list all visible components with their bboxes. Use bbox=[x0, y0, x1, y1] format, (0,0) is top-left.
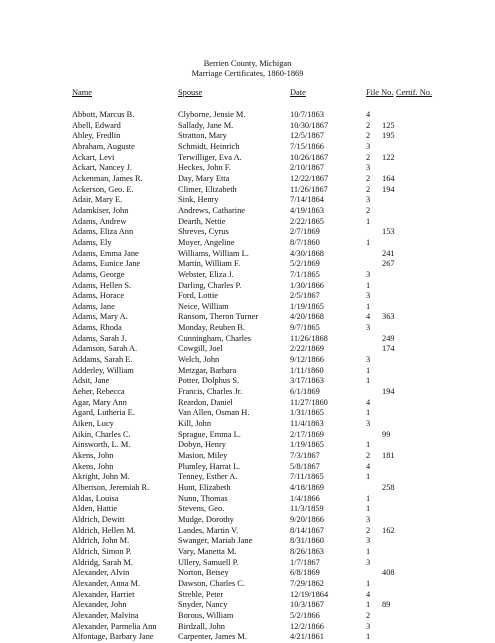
record-spouse: Vary, Manetta M. bbox=[178, 546, 237, 556]
record-spouse: Norton, Betsey bbox=[178, 568, 229, 578]
table-row bbox=[0, 568, 495, 579]
record-file-no: 3 bbox=[366, 163, 371, 173]
record-date: 7/1/1865 bbox=[290, 269, 320, 279]
record-date: 2/5/1867 bbox=[290, 291, 320, 301]
record-date: 8/31/1860 bbox=[290, 536, 324, 546]
table-row bbox=[0, 600, 495, 611]
record-file-no: 3 bbox=[366, 514, 371, 524]
document-subtitle: Marriage Certificates, 1860-1869 bbox=[191, 69, 304, 78]
record-spouse: Nunn, Thomas bbox=[178, 493, 228, 503]
table-row bbox=[0, 270, 495, 281]
record-spouse: Monday, Reuben B. bbox=[178, 323, 245, 333]
record-date: 8/26/1863 bbox=[290, 546, 324, 556]
table-row bbox=[0, 344, 495, 355]
record-spouse: Day, Mary Etta bbox=[178, 173, 230, 183]
record-name: Alexander, Malvina bbox=[72, 610, 139, 620]
record-name: Adams, Andrew bbox=[72, 216, 127, 226]
table-row bbox=[0, 398, 495, 409]
record-date: 12/5/1867 bbox=[290, 131, 324, 141]
record-spouse: Strehle, Peter bbox=[178, 589, 224, 599]
record-name: Adams, Emma Jane bbox=[72, 248, 139, 258]
record-name: Adamson, Sarah A. bbox=[72, 344, 138, 354]
record-date: 1/11/1860 bbox=[290, 365, 324, 375]
record-spouse: Cunningham, Charles bbox=[178, 333, 252, 343]
record-spouse: Schmidt, Heinrich bbox=[178, 141, 240, 151]
record-date: 7/15/1866 bbox=[290, 141, 324, 151]
table-row bbox=[0, 259, 495, 270]
record-name: Abraham, Auguste bbox=[72, 141, 135, 151]
record-file-no: 1 bbox=[366, 237, 371, 247]
record-spouse: Swanger, Mariah Jane bbox=[178, 536, 253, 546]
record-spouse: Darling, Charles P. bbox=[178, 280, 242, 290]
record-certif-no: 194 bbox=[382, 387, 395, 397]
record-date: 8/14/1867 bbox=[290, 525, 324, 535]
record-name: Aldrich, Dewitt bbox=[72, 514, 125, 524]
table-row bbox=[0, 472, 495, 483]
column-header-row bbox=[0, 87, 495, 98]
table-row bbox=[0, 536, 495, 547]
record-date: 2/22/1865 bbox=[290, 216, 324, 226]
record-file-no: 3 bbox=[366, 269, 371, 279]
record-spouse: Mudge, Dorothy bbox=[178, 514, 234, 524]
table-row bbox=[0, 408, 495, 419]
record-file-no: 2 bbox=[366, 525, 371, 535]
record-name: Albertson, Jeremiah R. bbox=[72, 482, 150, 492]
record-name: Adair, Mary E. bbox=[72, 195, 123, 205]
record-file-no: 3 bbox=[366, 291, 371, 301]
record-spouse: Tenney, Esther A. bbox=[178, 472, 238, 482]
record-date: 4/19/1863 bbox=[290, 205, 324, 215]
record-name: Adams, Hellen S. bbox=[72, 280, 132, 290]
record-name: Alexander, Anna M. bbox=[72, 578, 141, 588]
record-spouse: Moyer, Angeline bbox=[178, 237, 235, 247]
record-spouse: Sink, Henry bbox=[178, 195, 219, 205]
record-date: 1/31/1865 bbox=[290, 408, 324, 418]
record-file-no: 2 bbox=[366, 451, 371, 460]
record-file-no: 3 bbox=[366, 141, 371, 151]
record-spouse: Shreves, Cyrus bbox=[178, 227, 229, 237]
record-spouse: Borous, William bbox=[178, 610, 234, 620]
record-date: 10/3/1867 bbox=[290, 600, 324, 610]
record-date: 1/19/1865 bbox=[290, 440, 324, 450]
record-name: Aeher, Rebecca bbox=[72, 387, 125, 397]
record-file-no: 3 bbox=[366, 557, 371, 567]
table-row bbox=[0, 206, 495, 217]
record-spouse: Neice, William bbox=[178, 301, 229, 311]
record-file-no: 1 bbox=[366, 472, 371, 482]
record-certif-no: 174 bbox=[382, 344, 395, 354]
record-name: Adams, Rhoda bbox=[72, 323, 122, 333]
record-name: Aiken, Lucy bbox=[72, 419, 114, 429]
record-name: Aldas, Louisa bbox=[72, 493, 119, 503]
record-spouse: Sprague, Emma L. bbox=[178, 429, 241, 439]
record-file-no: 2 bbox=[366, 131, 371, 141]
record-file-no: 1 bbox=[366, 546, 371, 556]
table-row bbox=[0, 440, 495, 451]
record-file-no: 3 bbox=[366, 419, 371, 429]
record-date: 2/22/1869 bbox=[290, 344, 324, 354]
record-spouse: Welch, John bbox=[178, 355, 220, 365]
record-name: Abley, Fredlin bbox=[72, 131, 121, 141]
record-file-no: 4 bbox=[366, 110, 371, 119]
record-spouse: Ransom, Theron Turner bbox=[178, 312, 259, 322]
table-row bbox=[0, 504, 495, 515]
table-row bbox=[0, 110, 495, 121]
table-row bbox=[0, 227, 495, 238]
record-spouse: Clyborne, Jensie M. bbox=[178, 110, 246, 119]
record-date: 7/29/1862 bbox=[290, 578, 324, 588]
record-date: 5/2/1866 bbox=[290, 610, 320, 620]
column-header-name: Name bbox=[72, 88, 92, 97]
table-row bbox=[0, 579, 495, 590]
record-certif-no: 125 bbox=[382, 120, 395, 130]
record-date: 10/30/1867 bbox=[290, 120, 329, 130]
record-name: Alexander, Harriet bbox=[72, 589, 135, 599]
table-row bbox=[0, 281, 495, 292]
record-spouse: Plumley, Harrat L. bbox=[178, 461, 241, 471]
record-date: 2/7/1869 bbox=[290, 227, 320, 237]
record-certif-no: 249 bbox=[382, 333, 395, 343]
record-file-no: 2 bbox=[366, 120, 371, 130]
record-spouse: Dearth, Nettie bbox=[178, 216, 226, 226]
record-file-no: 2 bbox=[366, 184, 371, 194]
record-spouse: Ford, Lottie bbox=[178, 291, 219, 301]
record-file-no: 4 bbox=[366, 589, 371, 599]
record-file-no: 1 bbox=[366, 504, 371, 514]
record-date: 7/3/1867 bbox=[290, 451, 320, 460]
record-date: 1/4/1866 bbox=[290, 493, 320, 503]
record-spouse: Andrews, Catharine bbox=[178, 205, 245, 215]
record-name: Adamkiser, John bbox=[72, 205, 129, 215]
record-date: 5/8/1867 bbox=[290, 461, 320, 471]
record-spouse: Heckes, John F. bbox=[178, 163, 231, 173]
record-date: 4/18/1869 bbox=[290, 482, 324, 492]
column-header-file-no: File No. bbox=[366, 88, 394, 97]
record-name: Agard, Lutheria E. bbox=[72, 408, 135, 418]
record-name: Addams, Sarah E. bbox=[72, 355, 133, 365]
record-date: 3/17/1863 bbox=[290, 376, 324, 386]
table-row bbox=[0, 163, 495, 174]
record-certif-no: 181 bbox=[382, 451, 395, 460]
record-name: Adderley, William bbox=[72, 365, 134, 375]
record-spouse: Dawson, Charles C. bbox=[178, 578, 245, 588]
record-name: Adams, Jane bbox=[72, 301, 115, 311]
record-certif-no: 408 bbox=[382, 568, 395, 578]
record-name: Adams, Horace bbox=[72, 291, 125, 301]
table-row bbox=[0, 376, 495, 387]
record-name: Aldrich, Hellen M. bbox=[72, 525, 136, 535]
record-certif-no: 258 bbox=[382, 482, 395, 492]
table-row bbox=[0, 238, 495, 249]
record-spouse: Landes, Martin V. bbox=[178, 525, 239, 535]
record-spouse: Webster, Eliza J. bbox=[178, 269, 234, 279]
record-date: 1/7/1867 bbox=[290, 557, 320, 567]
record-name: Adams, Eliza Ann bbox=[72, 227, 134, 237]
table-row bbox=[0, 632, 495, 643]
record-file-no: 2 bbox=[366, 152, 371, 162]
record-certif-no: 162 bbox=[382, 525, 395, 535]
column-header-certif-no: Certif. No. bbox=[396, 88, 433, 97]
record-file-no: 1 bbox=[366, 408, 371, 418]
record-date: 12/19/1864 bbox=[290, 589, 329, 599]
table-row bbox=[0, 558, 495, 569]
marriage-records-table bbox=[0, 110, 495, 643]
record-file-no: 1 bbox=[366, 632, 371, 642]
record-certif-no: 89 bbox=[382, 600, 391, 610]
record-name: Adsit, Jane bbox=[72, 376, 110, 386]
record-name: Aldridg, Sarah M. bbox=[72, 557, 133, 567]
record-file-no: 4 bbox=[366, 461, 371, 471]
record-file-no: 1 bbox=[366, 365, 371, 375]
table-row bbox=[0, 174, 495, 185]
record-date: 12/2/1866 bbox=[290, 621, 324, 631]
record-name: Ackart, Levi bbox=[72, 152, 115, 162]
record-file-no: 1 bbox=[366, 600, 371, 610]
table-row bbox=[0, 312, 495, 323]
record-spouse: Dobyn, Henry bbox=[178, 440, 226, 450]
record-date: 9/12/1866 bbox=[290, 355, 324, 365]
record-spouse: Kill, John bbox=[178, 419, 212, 429]
record-spouse: Birdzall, John bbox=[178, 621, 225, 631]
record-date: 7/11/1865 bbox=[290, 472, 324, 482]
record-date: 2/17/1869 bbox=[290, 429, 324, 439]
table-row bbox=[0, 302, 495, 313]
table-row bbox=[0, 547, 495, 558]
record-spouse: Carpenter, James M. bbox=[178, 632, 247, 642]
record-spouse: Cowgill, Joel bbox=[178, 344, 223, 354]
record-date: 11/27/1860 bbox=[290, 397, 328, 407]
record-spouse: Van Allen, Osman H. bbox=[178, 408, 250, 418]
record-spouse: Ullery, Samuell P. bbox=[178, 557, 239, 567]
table-row bbox=[0, 462, 495, 473]
table-row bbox=[0, 153, 495, 164]
record-name: Aldrich, Simon P. bbox=[72, 546, 132, 556]
table-row bbox=[0, 387, 495, 398]
record-name: Ainsworth, L. M. bbox=[72, 440, 131, 450]
record-name: Aikin, Charles C. bbox=[72, 429, 131, 439]
record-name: Adams, Ely bbox=[72, 237, 112, 247]
record-name: Alden, Hattie bbox=[72, 504, 118, 514]
record-spouse: Terwilliger, Eva A. bbox=[178, 152, 242, 162]
record-name: Abbott, Marcus B. bbox=[72, 110, 135, 119]
table-row bbox=[0, 622, 495, 633]
table-row bbox=[0, 430, 495, 441]
record-date: 5/2/1869 bbox=[290, 259, 320, 269]
table-row bbox=[0, 217, 495, 228]
table-row bbox=[0, 419, 495, 430]
record-name: Alexander, John bbox=[72, 600, 127, 610]
table-row bbox=[0, 526, 495, 537]
record-certif-no: 267 bbox=[382, 259, 395, 269]
record-file-no: 3 bbox=[366, 323, 371, 333]
table-row bbox=[0, 195, 495, 206]
record-name: Akens, John bbox=[72, 451, 114, 460]
table-row bbox=[0, 249, 495, 260]
record-file-no: 3 bbox=[366, 621, 371, 631]
record-file-no: 3 bbox=[366, 195, 371, 205]
record-certif-no: 153 bbox=[382, 227, 395, 237]
table-row bbox=[0, 323, 495, 334]
column-header-spouse: Spouse bbox=[178, 88, 203, 97]
table-row bbox=[0, 494, 495, 505]
record-name: Akright, John M. bbox=[72, 472, 130, 482]
record-spouse: Stratton, Mary bbox=[178, 131, 227, 141]
column-header-date: Date bbox=[290, 88, 306, 97]
table-row bbox=[0, 142, 495, 153]
record-date: 11/3/1859 bbox=[290, 504, 324, 514]
record-name: Alfontage, Barbary Jane bbox=[72, 632, 154, 642]
record-date: 1/19/1865 bbox=[290, 301, 324, 311]
record-spouse: Francis, Charles Jr. bbox=[178, 387, 243, 397]
record-name: Adams, Sarah J. bbox=[72, 333, 127, 343]
record-certif-no: 122 bbox=[382, 152, 395, 162]
table-row bbox=[0, 131, 495, 142]
record-spouse: Reardon, Daniel bbox=[178, 397, 233, 407]
table-row bbox=[0, 590, 495, 601]
record-spouse: Potter, Dolphus S. bbox=[178, 376, 240, 386]
record-file-no: 1 bbox=[366, 493, 371, 503]
record-date: 6/1/1869 bbox=[290, 387, 320, 397]
record-name: Adams, George bbox=[72, 269, 125, 279]
record-certif-no: 195 bbox=[382, 131, 395, 141]
table-row bbox=[0, 121, 495, 132]
record-name: Ackenman, James R. bbox=[72, 173, 143, 183]
record-file-no: 3 bbox=[366, 355, 371, 365]
table-row bbox=[0, 366, 495, 377]
table-row bbox=[0, 355, 495, 366]
record-file-no: 1 bbox=[366, 440, 371, 450]
record-date: 12/22/1867 bbox=[290, 173, 329, 183]
record-spouse: Masion, Miley bbox=[178, 451, 228, 460]
table-row bbox=[0, 334, 495, 345]
record-date: 11/4/1863 bbox=[290, 419, 324, 429]
record-name: Adams, Eunice Jane bbox=[72, 259, 141, 269]
record-date: 8/7/1860 bbox=[290, 237, 320, 247]
record-date: 11/26/1867 bbox=[290, 184, 328, 194]
record-file-no: 1 bbox=[366, 280, 371, 290]
record-date: 6/8/1869 bbox=[290, 568, 320, 578]
record-date: 7/14/1864 bbox=[290, 195, 324, 205]
document-title: Berrien County, Michigan bbox=[203, 59, 292, 68]
record-name: Alexander, Alvin bbox=[72, 568, 130, 578]
record-name: Agar, Mary Ann bbox=[72, 397, 127, 407]
table-row bbox=[0, 185, 495, 196]
record-date: 11/26/1868 bbox=[290, 333, 328, 343]
record-certif-no: 194 bbox=[382, 184, 395, 194]
record-date: 10/7/1863 bbox=[290, 110, 324, 119]
record-date: 10/26/1867 bbox=[290, 152, 329, 162]
table-row bbox=[0, 515, 495, 526]
record-file-no: 3 bbox=[366, 536, 371, 546]
record-file-no: 4 bbox=[366, 312, 371, 322]
record-date: 2/10/1867 bbox=[290, 163, 324, 173]
record-spouse: Sallady, Jane M. bbox=[178, 120, 234, 130]
record-name: Alexander, Parmelia Ann bbox=[72, 621, 157, 631]
record-certif-no: 363 bbox=[382, 312, 395, 322]
record-spouse: Martin, William F. bbox=[178, 259, 241, 269]
record-certif-no: 164 bbox=[382, 173, 395, 183]
record-name: Aldrich, John M. bbox=[72, 536, 130, 546]
record-certif-no: 99 bbox=[382, 429, 391, 439]
record-file-no: 1 bbox=[366, 301, 371, 311]
record-date: 4/21/1861 bbox=[290, 632, 324, 642]
record-date: 9/7/1865 bbox=[290, 323, 320, 333]
record-spouse: Hunt, Elizabeth bbox=[178, 482, 231, 492]
record-spouse: Williams, William L. bbox=[178, 248, 249, 258]
record-file-no: 1 bbox=[366, 578, 371, 588]
record-date: 1/30/1866 bbox=[290, 280, 324, 290]
record-file-no: 2 bbox=[366, 173, 371, 183]
table-row bbox=[0, 483, 495, 494]
record-name: Abell, Edward bbox=[72, 120, 121, 130]
record-certif-no: 241 bbox=[382, 248, 395, 258]
table-row bbox=[0, 611, 495, 622]
record-name: Adams, Mary A. bbox=[72, 312, 128, 322]
record-file-no: 2 bbox=[366, 610, 371, 620]
record-spouse: Climer, Elizabeth bbox=[178, 184, 237, 194]
record-name: Akens, John bbox=[72, 461, 114, 471]
record-file-no: 2 bbox=[366, 205, 371, 215]
record-spouse: Metzgar, Barbara bbox=[178, 365, 237, 375]
record-file-no: 1 bbox=[366, 216, 371, 226]
record-date: 9/20/1866 bbox=[290, 514, 324, 524]
table-row bbox=[0, 451, 495, 462]
record-file-no: 1 bbox=[366, 376, 371, 386]
record-date: 4/20/1868 bbox=[290, 312, 324, 322]
record-name: Ackart, Nancey J. bbox=[72, 163, 132, 173]
record-spouse: Stevens, Geo. bbox=[178, 504, 225, 514]
record-file-no: 4 bbox=[366, 397, 371, 407]
table-row bbox=[0, 291, 495, 302]
record-name: Ackerson, Geo. E. bbox=[72, 184, 134, 194]
record-date: 4/30/1868 bbox=[290, 248, 324, 258]
record-spouse: Snyder, Nancy bbox=[178, 600, 228, 610]
